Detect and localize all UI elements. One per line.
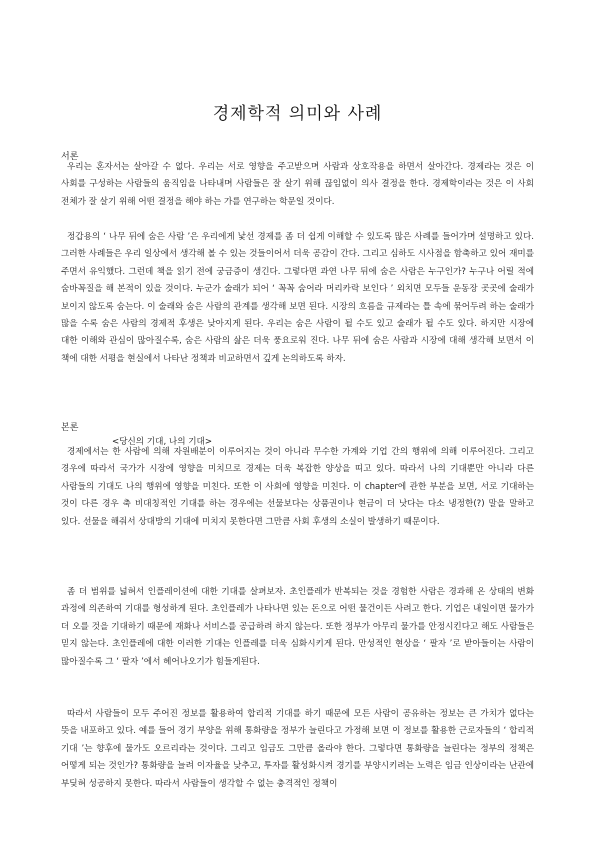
intro-heading: 서론 — [61, 152, 79, 162]
intro-paragraph-2: 정갑용의 ‘ 나무 뒤에 숨은 사람 ’은 우리에게 낯선 경제를 좀 더 쉽게 이해할 수 있도록 많은 사례를 들어가며 설명하고 있다. 그러한 사례들은 우리 일상에서 생각해 볼 수 있는 것들이어서 더욱 공감이 간다. 그리고 심하도 시사점을 함축하고 있어 재미를 주면서 유익했다. 그런데 책을 읽기 전에 궁금증이 생긴다. 그렇다면 과연 나무 뒤에 숨은 사람은 누구인가? 누구나 어릴 적에 숨바꼭질을 해 본적이 있을 것이다. 누군가 술래가 되어 ‘ 꼭꼭 숨어라 머리카락 보인다 ’ 외치면 모두들 운동장 곳곳에 술래가 보이지 않도록 숨는다. 이 술래와 숨은 사람의 관계를 생각해 보면 된다. 시장의 흐름을 규제라는 틀 속에 묶어두려 하는 술래가 많을 수록 숨은 사람의 경제적 후생은 낮아지게 된다. 우리는 숨은 사람이 될 수도 있고 술래가 될 수도 있다. 하지만 시장에 대한 이해와 관심이 많아질수록, 숨은 사람의 삶은 더욱 풍요로워 진다. 나무 뒤에 숨은 사람과 시장에 대해 생각해 보면서 이 책에 대한 서평을 현실에서 나타난 정책과 비교하면서 깊게 논의하도록 하자. — [61, 232, 534, 364]
body-heading: 본론 — [61, 423, 79, 433]
intro-paragraph-1: 우리는 혼자서는 살아갈 수 없다. 우리는 서로 영향을 주고받으며 사람과 상호작용을 하면서 살아간다. 경제라는 것은 이 사회를 구성하는 사람들의 움직임을 나타내며 사람들은 잘 살기 위해 끊임없이 의사 결정을 한다. 경제학이라는 것은 이 사회 전체가 잘 살기 위해 어떤 결정을 해야 하는 가를 연구하는 학문일 것이다. — [61, 162, 534, 207]
body-paragraph-2: 좀 더 범위를 넓혀서 인플레이션에 대한 기대를 살펴보자. 초인플레가 반복되는 것을 경험한 사람은 경과해 온 상태의 변화 과정에 의존하여 기대를 형성하게 된다. 초인플레가 나타나면 있는 돈으로 어떤 물건이든 사려고 한다. 기업은 내일이면 물가가 더 오를 것을 기대하기 때문에 재화나 서비스를 공급하려 하지 않는다. 또한 정부가 아무리 물가를 안정시킨다고 해도 사람들은 믿지 않는다. 초인플레에 대한 이러한 기대는 인플레를 더욱 심화시키게 된다. 만성적인 현상을 ‘ 팔자 ’로 받아들이는 사람이 많아질수록 그 ‘ 팔자 ’에서 헤어나오기가 힘들게된다. — [61, 587, 534, 667]
body-paragraph-3: 따라서 사람들이 모두 주어진 정보를 활용하여 합리적 기대를 하기 때문에 모든 사람이 공유하는 정보는 큰 가치가 없다는 뜻을 내포하고 있다. 예를 들어 경기 부양을 위해 통화량을 정부가 늘린다고 가정해 보면 이 정보를 활용한 근로자들의 ‘ 합리적 기대 ’는 향후에 물가도 오르리라는 것이다. 그리고 임금도 그만큼 올라야 한다. 그렇다면 통화량을 늘린다는 정부의 정책은 어떻게 되는 것인가? 통화량을 늘려 이자율을 낮추고, 투자를 활성화시켜 경기를 부양시키려는 노력은 임금 인상이라는 난관에 부딪혀 성공하지 못한다. 따라서 사람들이 생각할 수 없는 충격적인 정책이 — [61, 709, 534, 789]
page-title: 경제학적 의미와 사례 — [212, 104, 383, 124]
body-paragraph-1: 경제에서는 한 사람에 의해 자원배분이 이루어지는 것이 아니라 무수한 가계와 기업 간의 행위에 의해 이루어진다. 그리고 경우에 따라서 국가가 시장에 영향을 미치므로 경제는 더욱 복잡한 양상을 띠고 있다. 따라서 나의 기대뿐만 아니라 다른 사람들의 기대도 나의 행위에 영향을 미친다. 또한 이 사회에 영향을 미친다. 이 chapter에 관한 부분을 보면, 서로 기대하는 것이 다른 경우 축 비대칭적인 기대를 하는 경우에는 선물보다는 상품권이나 현금이 더 낫다는 다소 냉정한(?) 말을 말하고 있다. 선물을 해줘서 상대방의 기대에 미치지 못한다면 그만큼 사회 후생의 소실이 발생하기 때문이다. — [61, 447, 534, 527]
body-subheading: <당신의 기대, 나의 기대> — [112, 437, 213, 447]
